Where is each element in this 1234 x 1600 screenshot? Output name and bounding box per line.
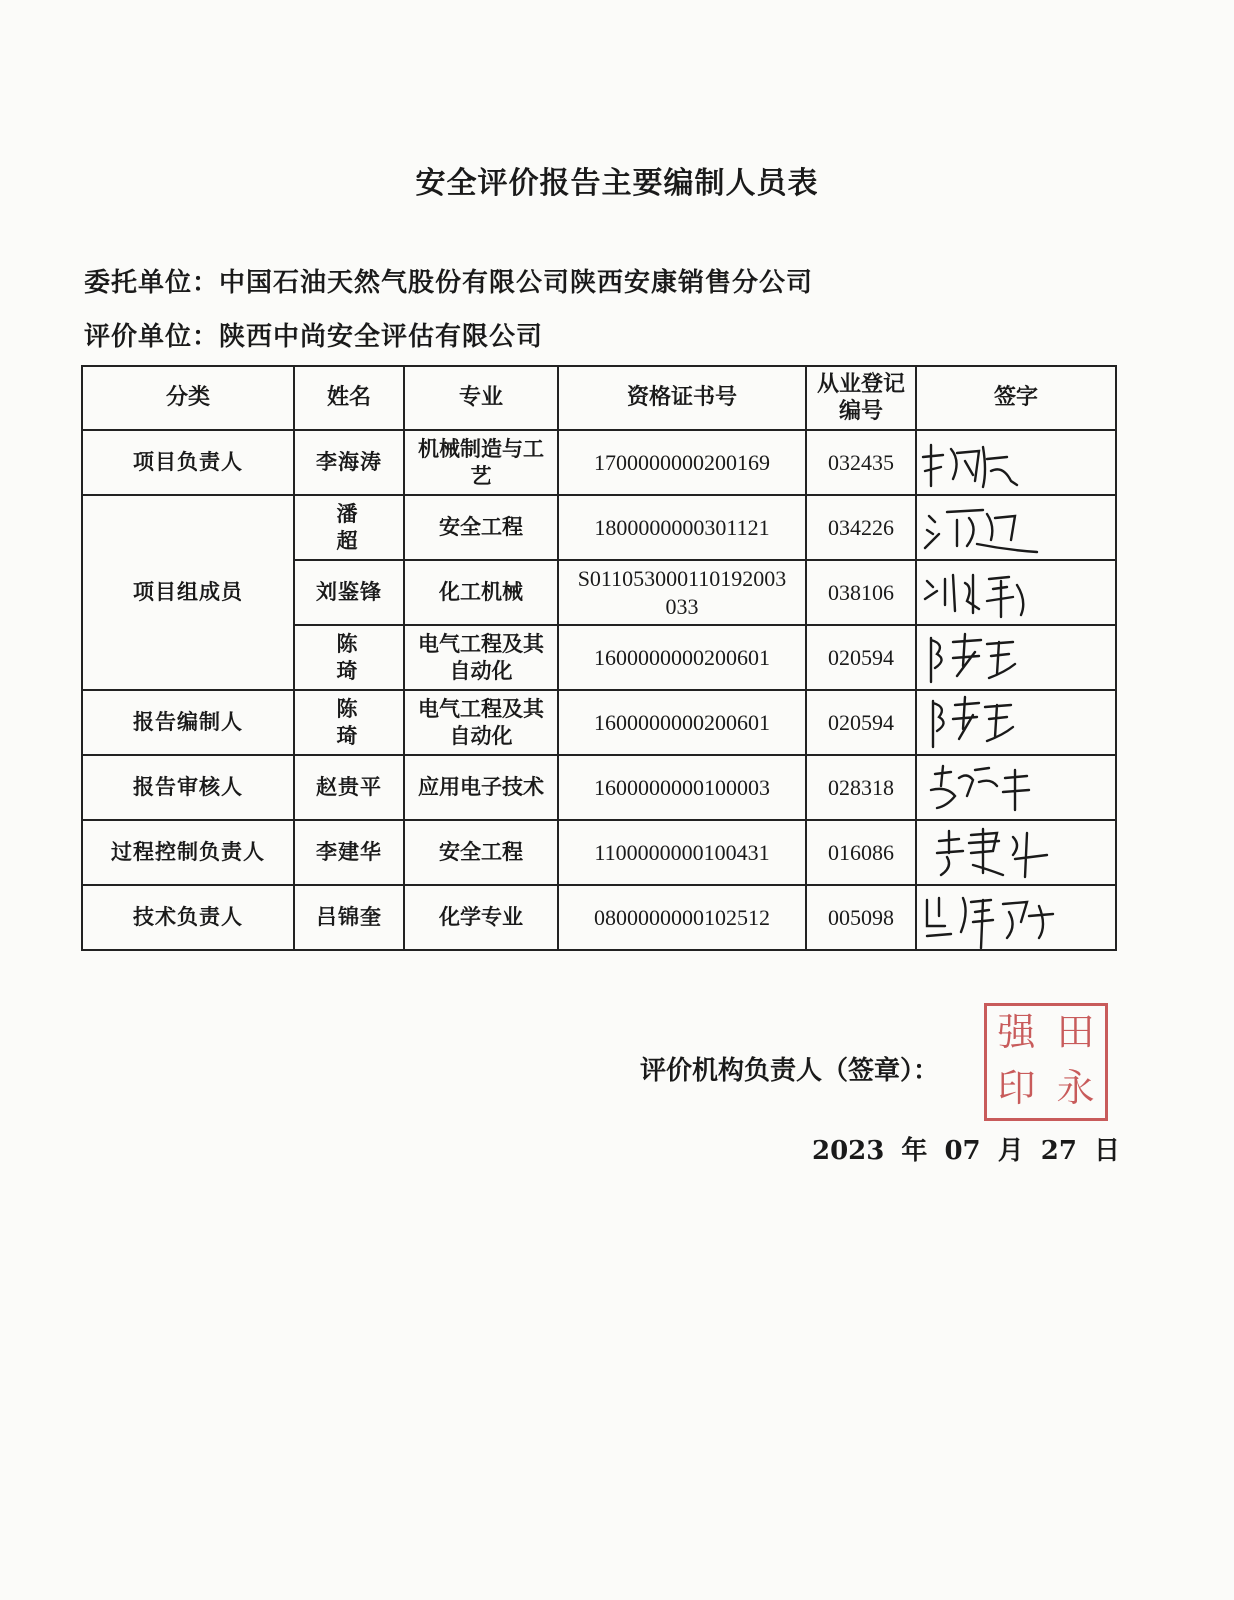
category-cell: 技术负责人 — [82, 885, 294, 950]
handwritten-signature — [917, 626, 1117, 689]
name-cell: 李建华 — [294, 820, 404, 885]
name-cell: 李海涛 — [294, 430, 404, 495]
header-signature: 签字 — [916, 366, 1116, 430]
table-row — [82, 495, 1116, 560]
entrust-unit: 委托单位：中国石油天然气股份有限公司陕西安康销售分公司 — [84, 268, 814, 298]
handwritten-signature — [917, 431, 1117, 494]
handwritten-signature — [917, 496, 1117, 559]
major-cell: 化学专业 — [404, 885, 558, 950]
registration-cell: 016086 — [806, 820, 916, 885]
category-cell: 报告审核人 — [82, 755, 294, 820]
major-cell: 机械制造与工艺 — [404, 430, 558, 495]
signature-cell — [916, 885, 1116, 950]
name-cell: 潘 超 — [294, 495, 404, 560]
certificate-cell — [558, 560, 806, 625]
major-cell: 电气工程及其自动化 — [404, 690, 558, 755]
signature-cell — [916, 625, 1116, 690]
registration-cell: 038106 — [806, 560, 916, 625]
certificate-cell: 1700000000200169 — [558, 430, 806, 495]
seal-char: 田 — [1056, 1010, 1095, 1054]
registration-cell: 005098 — [806, 885, 916, 950]
seal-char: 印 — [997, 1066, 1036, 1110]
registration-cell: 032435 — [806, 430, 916, 495]
table-row — [82, 820, 1116, 885]
registration-cell: 028318 — [806, 755, 916, 820]
certificate-cell: 1600000000200601 — [558, 625, 806, 690]
table-row — [82, 430, 1116, 495]
registration-cell: 034226 — [806, 495, 916, 560]
header-registration: 从业登记编号 — [806, 366, 916, 430]
certificate-cell: 1600000000100003 — [558, 755, 806, 820]
category-cell: 过程控制负责人 — [82, 820, 294, 885]
handwritten-signature — [917, 756, 1117, 819]
seal-char: 永 — [1056, 1066, 1095, 1110]
signature-cell — [916, 430, 1116, 495]
major-cell: 安全工程 — [404, 495, 558, 560]
name-cell: 陈 琦 — [294, 625, 404, 690]
major-cell: 应用电子技术 — [404, 755, 558, 820]
header-category: 分类 — [82, 366, 294, 430]
registration-cell: 020594 — [806, 625, 916, 690]
staff-table — [81, 365, 1117, 951]
handwritten-signature — [917, 561, 1117, 624]
handwritten-signature — [917, 886, 1117, 949]
page-title: 安全评价报告主要编制人员表 — [415, 166, 819, 201]
category-cell: 报告编制人 — [82, 690, 294, 755]
name-cell: 刘鉴锋 — [294, 560, 404, 625]
handwritten-signature — [917, 821, 1117, 884]
certificate-cell: 1100000000100431 — [558, 820, 806, 885]
header-certificate: 资格证书号 — [558, 366, 806, 430]
header-major: 专业 — [404, 366, 558, 430]
red-seal-stamp — [984, 1003, 1108, 1121]
signature-cell — [916, 690, 1116, 755]
certificate-cell: 0800000000102512 — [558, 885, 806, 950]
name-cell: 陈 琦 — [294, 690, 404, 755]
table-header-row — [82, 366, 1116, 430]
signature-cell — [916, 560, 1116, 625]
table-row — [82, 885, 1116, 950]
category-cell: 项目负责人 — [82, 430, 294, 495]
major-cell: 安全工程 — [404, 820, 558, 885]
certificate-text: S011053000110192003033 — [577, 566, 787, 619]
evaluation-unit: 评价单位：陕西中尚安全评估有限公司 — [84, 322, 544, 352]
certificate-cell: 1600000000200601 — [558, 690, 806, 755]
name-cell: 吕锦奎 — [294, 885, 404, 950]
major-cell: 电气工程及其自动化 — [404, 625, 558, 690]
major-cell: 化工机械 — [404, 560, 558, 625]
signature-cell — [916, 755, 1116, 820]
registration-cell: 020594 — [806, 690, 916, 755]
organization-head-sign-label: 评价机构负责人（签章）： — [640, 1056, 940, 1086]
table-row — [82, 755, 1116, 820]
header-name: 姓名 — [294, 366, 404, 430]
document-date: 2023 年 07 月 27 日 — [812, 1136, 1120, 1166]
handwritten-signature — [917, 691, 1117, 754]
table-row — [82, 690, 1116, 755]
name-cell: 赵贵平 — [294, 755, 404, 820]
seal-char: 强 — [997, 1010, 1036, 1054]
certificate-cell: 1800000000301121 — [558, 495, 806, 560]
signature-cell — [916, 820, 1116, 885]
category-cell: 项目组成员 — [82, 495, 294, 690]
signature-cell — [916, 495, 1116, 560]
